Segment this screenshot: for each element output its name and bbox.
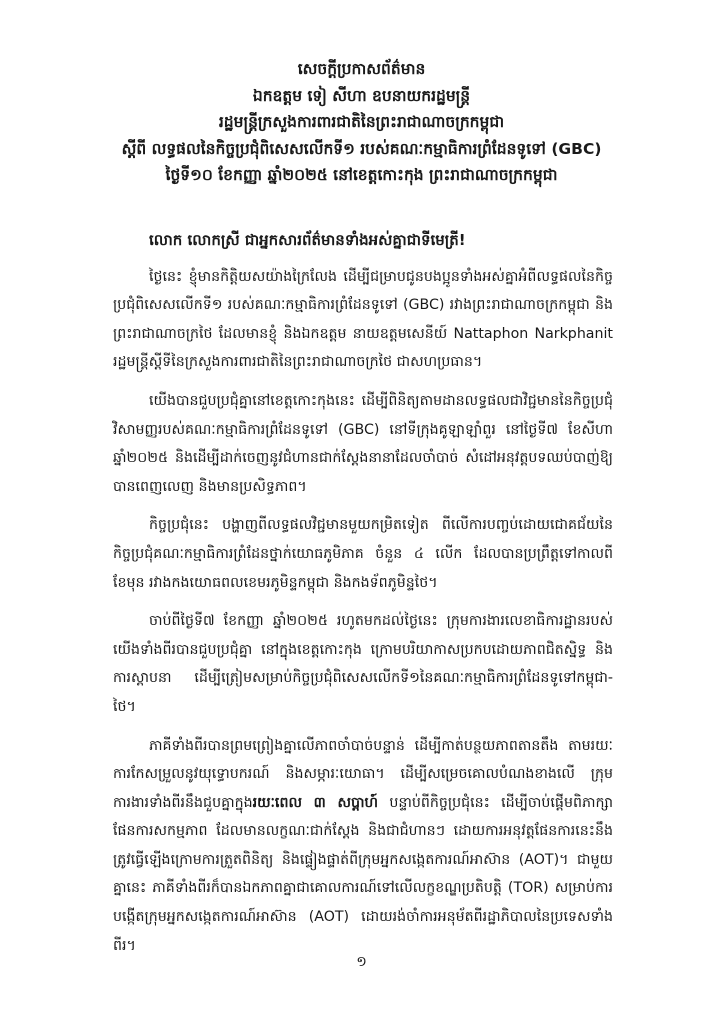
document-date-place: ថ្ងៃទី១០ ខែកញ្ញា ឆ្នាំ២០២៥ នៅខេត្តកោះកុង ព្រះរាជាណាចក្រកម្ពុជា [165, 166, 558, 184]
paragraph: ថ្ងៃនេះ ខ្ញុំមានកិត្តិយសយ៉ាងក្រៃលែង ដើម្បីជម្រាបជូនបងប្អូនទាំងអស់គ្នាអំពីលទ្ធផលនៃកិច្ចប្រជុំពិសេសលើកទី១ របស់គណៈកម្មាធិការព្រំដែនទូទៅ (GBC) រវាងព្រះរាជាណាចក្រកម្ពុជា និងព្រះរាជាណាចក្រថៃ ដែលមានខ្ញុំ និងឯកឧត្តម នាយឧត្តមសេនីយ៍ Nattaphon Narkphanit រដ្ឋមន្ត្រីស្តីទីនៃក្រសួងការពារជាតិនៃព្រះរាជាណាចក្រថៃ ជាសហប្រធាន។ [113, 268, 613, 371]
paragraph-text: ភាគីទាំងពីរបានព្រមព្រៀងគ្នាលើភាពចាំបាច់បន្ទាន់ ដើម្បីកាត់បន្ថយភាពតានតឹង តាមរយៈការកែសម្រួលនូវយុទ្ធោបករណ៍ និងសម្ភារៈយោធា។ ដើម្បីសម្រេចគោលបំណងខាងលើ ក្រុមការងារទាំងពីរនឹងជួបគ្នាក្នុង [113, 737, 613, 811]
paragraph: ចាប់ពីថ្ងៃទី៧ ខែកញ្ញា ឆ្នាំ២០២៥ រហូតមកដល់ថ្ងៃនេះ ក្រុមការងារលេខាធិការដ្ឋានរបស់យើងទាំងពីរបានជួបប្រជុំគ្នា នៅក្នុងខេត្តកោះកុង ក្រោមបរិយាកាសប្រកបដោយភាពជិតស្និទ្ធ និងការស្តាបនា ដើម្បីត្រៀមសម្រាប់កិច្ចប្រជុំពិសេសលើកទី១នៃគណៈកម្មាធិការព្រំដែនទូទៅកម្ពុជា-ថៃ។ [113, 613, 613, 715]
bold-emphasis: រយៈពេល ៣ សប្តាហ៍ [252, 794, 379, 811]
speaker-name: ឯកឧត្តម ទៀ សីហា ឧបនាយករដ្ឋមន្ត្រី [252, 86, 471, 105]
paragraph: យើងបានជួបប្រជុំគ្នានៅខេត្តកោះកុងនេះ ដើម្បីពិនិត្យតាមដានលទ្ធផលជាវិជ្ជមាននៃកិច្ចប្រជុំវិសាមញ្ញរបស់គណៈកម្មាធិការព្រំដែនទូទៅ (GBC) នៅទីក្រុងគូឡាឡាំពួរ នៅថ្ងៃទី៧ ខែសីហា ឆ្នាំ២០២៥ និងដើម្បីដាក់ចេញនូវជំហានជាក់ស្តែងនានាដែលចាំបាច់ សំដៅអនុវត្តបទឈប់បាញ់ឱ្យបានពេញលេញ និងមានប្រសិទ្ធភាព។ [113, 392, 613, 495]
paragraph-text: បន្ទាប់ពីកិច្ចប្រជុំនេះ ដើម្បីចាប់ផ្តើមពិភាក្សាផែនការសកម្មភាព ដែលមានលក្ខណៈជាក់ស្តែង និងជាជំហានៗ ដោយការអនុវត្តផែនការនេះនឹងត្រូវធ្វើឡើងក្រោមការត្រួតពិនិត្យ និងផ្ទៀងផ្ទាត់ពីក្រុមអ្នកសង្កេតការណ៍អាស៊ាន (AOT)។ ជាមួយគ្នានេះ ភាគីទាំងពីរក៏បានឯកភាពគ្នាជាគោលការណ៍ទៅលើលក្ខខណ្ឌប្រតិបត្តិ (TOR) សម្រាប់ការបង្កើតក្រុមអ្នកសង្កេតការណ៍អាស៊ាន (AOT) ដោយរង់ចាំការអនុម័តពីរដ្ឋាភិបាលនៃប្រទេសទាំងពីរ។ [113, 794, 613, 954]
document-header [60, 56, 663, 189]
document-title: សេចក្តីប្រកាសព័ត៌មាន [297, 60, 426, 78]
document-subject: ស្តីពី លទ្ធផលនៃកិច្ចប្រជុំពិសេសលើកទី១ របស់គណៈកម្មាធិការព្រំដែនទូទៅ (GBC) [121, 139, 602, 158]
paragraph: កិច្ចប្រជុំនេះ បង្ហាញពីលទ្ធផលវិជ្ជមានមួយកម្រិតទៀត ពីលើការបញ្ចប់ដោយជោគជ័យនៃកិច្ចប្រជុំគណៈកម្មាធិការព្រំដែនថ្នាក់យោធភូមិភាគ ចំនួន ៤ លើក ដែលបានប្រព្រឹត្តទៅកាលពីខែមុន រវាងកងយោធពលខេមរភូមិន្ទកម្ពុជា និងកងទ័ពភូមិន្ទថៃ។ [113, 517, 613, 591]
page-number: ១ [356, 954, 367, 970]
speaker-position: រដ្ឋមន្ត្រីក្រសួងការពារជាតិនៃព្រះរាជាណាចក្រកម្ពុជា [218, 113, 505, 131]
paragraph [113, 732, 613, 961]
greeting: លោក លោកស្រី ជាអ្នកសារព័ត៌មានទាំងអស់គ្នាជាទីមេត្រី! [149, 231, 466, 249]
document-body [113, 226, 613, 970]
